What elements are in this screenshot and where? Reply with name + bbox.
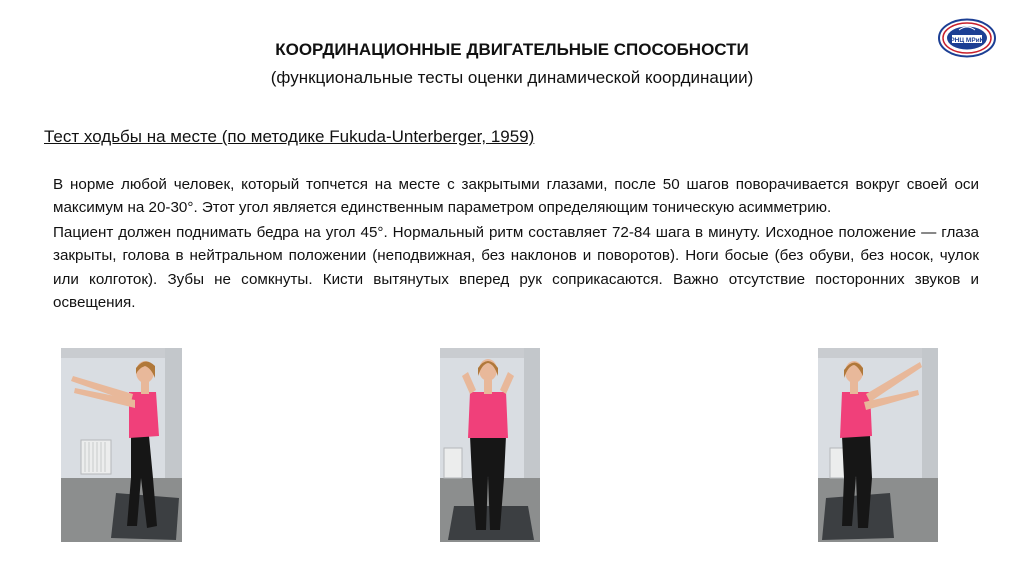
paragraph-procedure: Пациент должен поднимать бедра на угол 45°. Нормальный ритм составляет 72-84 шага в минуту. Исходное положение — глаза закрыты, голова в нейтральном положении (неподвижная, без наклонов и поворотов). Ноги босые (без обуви, без носок, чулок или колготок). Зубы не сомкнуты. Кисти вытянутых вперед рук соприкасаются. Важно отсутствие посторонних звуков и освещения. <box>53 223 979 312</box>
logo-text: РНЦ МРиК <box>950 37 984 44</box>
logo-emblem <box>937 18 997 58</box>
section-heading: Тест ходьбы на месте (по методике Fukuda-Unterberger, 1959) <box>44 127 535 146</box>
section-body <box>53 173 979 314</box>
page-subtitle: (функциональные тесты оценки динамической координации) <box>270 68 754 87</box>
person-turned-view-photo <box>818 348 938 542</box>
paragraph-norm: В норме любой человек, который топчется на месте с закрытыми глазами, после 50 шагов поворачивается вокруг своей оси максимум на 20-30°. Этот угол является единственным параметром определяющим тоническую асимметрию. <box>53 176 979 217</box>
page-title: КООРДИНАЦИОННЫЕ ДВИГАТЕЛЬНЫЕ СПОСОБНОСТИ <box>275 40 749 59</box>
person-front-view-photo <box>440 348 540 542</box>
person-side-view-photo <box>61 348 182 542</box>
